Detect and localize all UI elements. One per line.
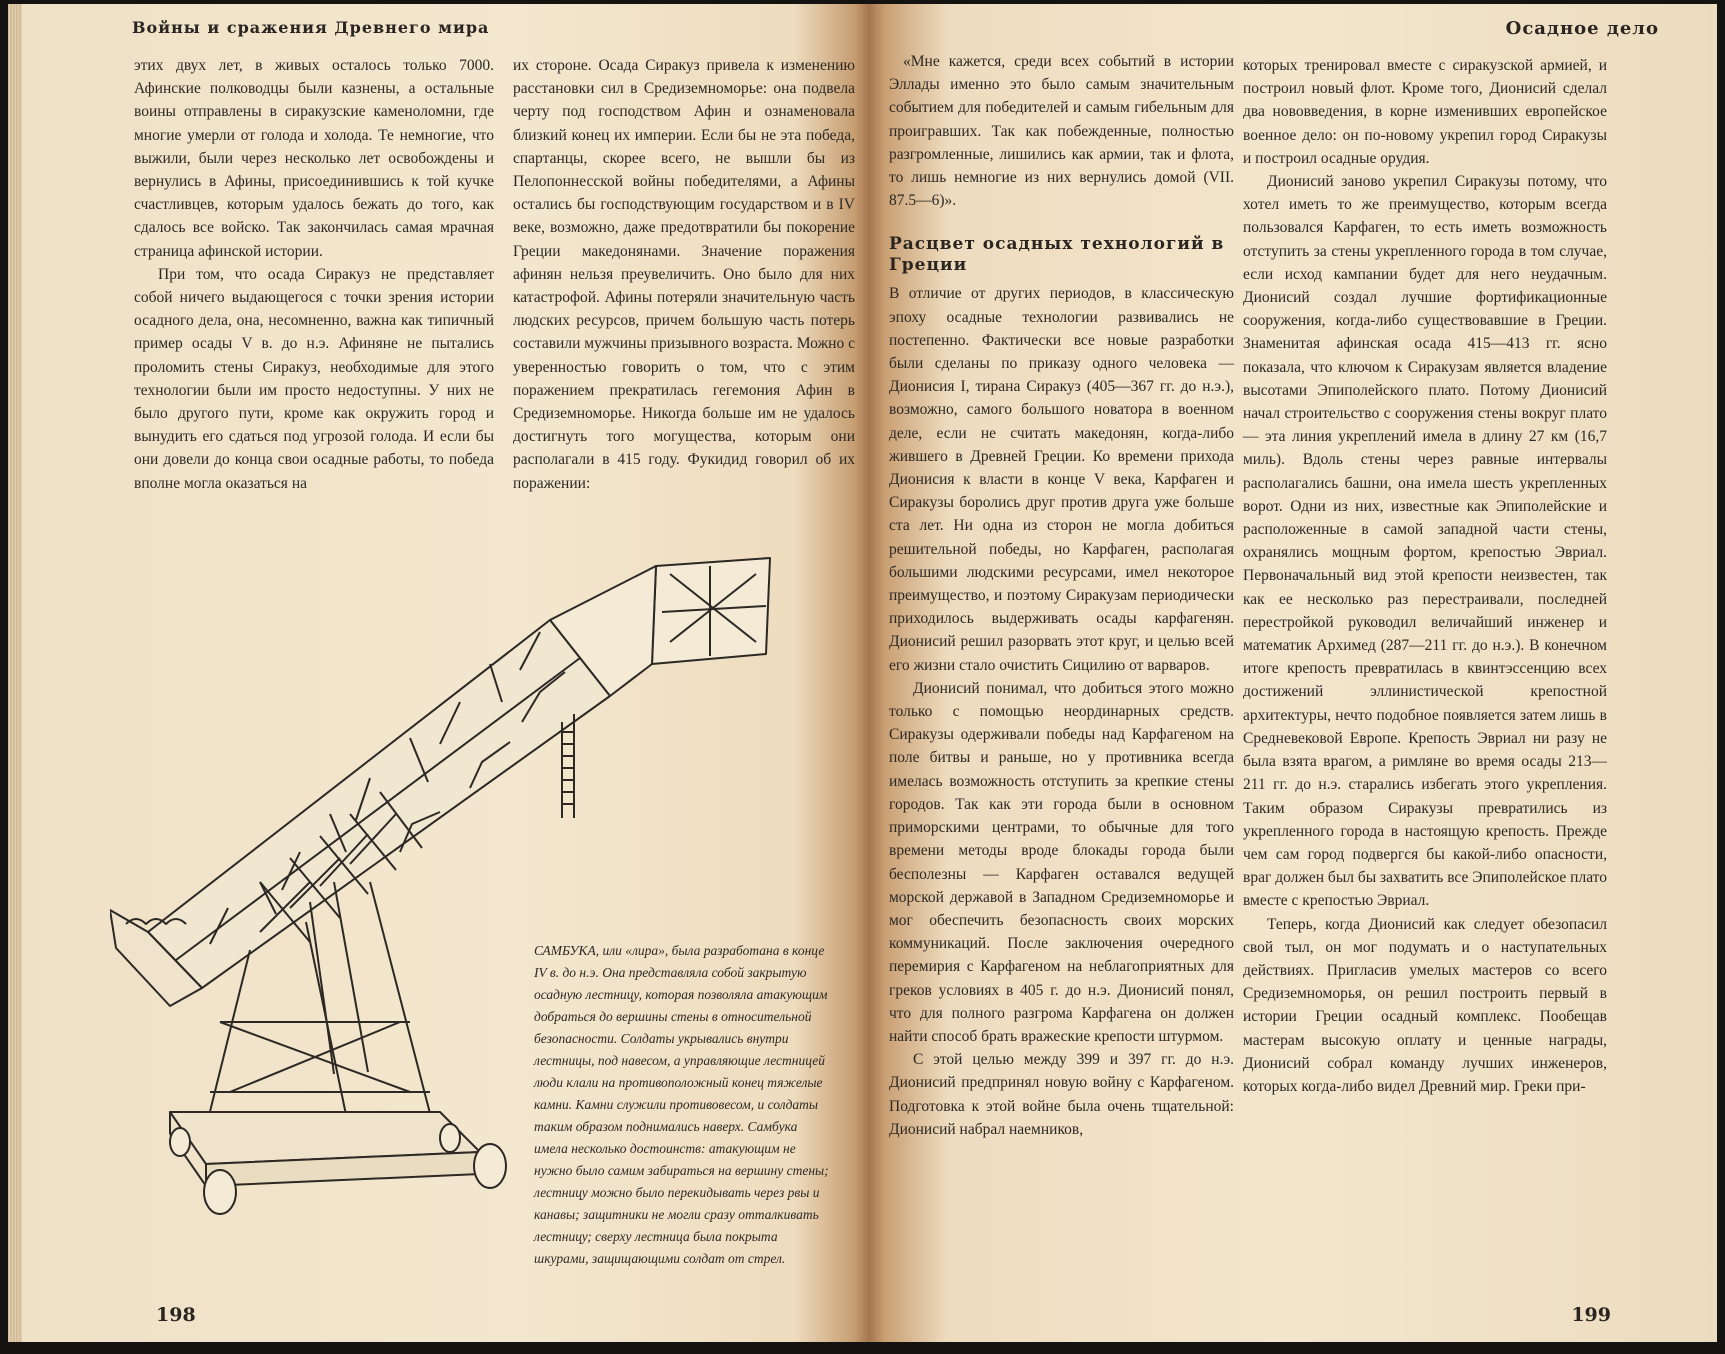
paragraph: которых тренировал вместе с сиракузской армией, и построил новый флот. Кроме того, Дионисий сделал два нововведения, в корне изменивших европейское военное дело: он по-новому укрепил город Сиракузы и построил осадные орудия.	[1243, 57, 1607, 167]
paragraph: их стороне. Осада Сиракуз привела к изменению расстановки сил в Средиземноморье: она подвела черту под господством Афин и ознаменовала близкий конец их империи. Если бы не эта победа, спартанцы, скорее всего, не вышли бы из Пелопоннесской войны победителями, а Афины остались бы господствующим государством и в IV веке, возможно, даже предотвратили бы покорение Греции македонянами. Значение поражения афинян нельзя преувеличить. Оно было для них катастрофой. Афины потеряли значительную часть людских ресурсов, причем большую часть потерь составили мужчины призывного возраста. Можно с уверенностью говорить о том, что с этим поражением прекратилась гегемония Афин в Средиземноморье. Никогда больше им не удалось достигнуть того могущества, которым они располагали в 415 году. Фукидид говорил об их поражении:	[513, 57, 855, 492]
paragraph: В отличие от других периодов, в классическую эпоху осадные технологии развивались не постепенно. Фактически все новые разработки были сделаны по приказу одного человека — Дионисия I, тирана Сиракуз (405—367 гг. до н.э.), возможно, самого большого новатора в военном деле, если не считать македонян, когда-либо жившего в Древней Греции. Ко времени прихода Дионисия к власти в конце V века, Карфаген и Сиракузы боролись друг против друга уже больше ста лет. Ни одна из сторон не могла добиться решительной победы, но Карфаген, располагая большими людскими ресурсами, имел некоторое преимущество, и поэтому Сиракузам периодически приходилось выдерживать осады карфагенян. Дионисий решил разорвать этот круг, и целью всей его жизни стало очистить Сицилию от варваров.	[889, 285, 1234, 674]
paragraph: Теперь, когда Дионисий как следует обезопасил свой тыл, он мог подумать и о наступательных действиях. Пригласив умелых мастеров со всего Средиземноморья, он решил построить первый в истории Греции осадный комплекс. Пообещав мастерам высокую оплату и ценные награды, Дионисий собрал команду лучших инженеров, которых когда-либо видел Древний мир. Греки при-	[1243, 915, 1607, 1095]
running-head-left: Войны и сражения Древнего мира	[132, 18, 490, 37]
section-title: Расцвет осадных технологий в Греции	[889, 234, 1225, 276]
left-column-2	[513, 54, 855, 495]
paragraph: При том, что осада Сиракуз не представляет собой ничего выдающегося с точки зрения истории осадного дела, она, несомненно, важна как типичный пример осады V в. до н.э. Афиняне не пытались проломить стены Сиракуз, необходимые для этого технологии были им просто недоступны. У них не было другого пути, кроме как окружить город и вынудить его сдаться под угрозой голода. И если бы они довели до конца свои осадные работы, то победа вполне могла оказаться на	[134, 265, 494, 492]
paragraph: Дионисий заново укрепил Сиракузы потому, что хотел иметь то же преимущество, которым всегда пользовался Карфаген, то есть иметь возможность отступить за стены укрепленного города в том случае, если исход кампании будет для него неудачным. Дионисий создал лучшие фортификационные сооружения, когда-либо существовавшие в Греции. Знаменитая афинская осада 415—413 гг. ясно показала, что ключом к Сиракузам является владение высотами Эпиполейского плато. Потому Дионисий начал строительство с сооружения стены вокруг плато — эта линия укреплений имела в длину 27 км (16,7 миль). Вдоль стены через равные интервалы располагались башни, она имела шесть укрепленных ворот. Одни из них, известные как Эпиполейские и расположенные в самой западной части стены, охранялись мощным фортом, крепостью Эвриал. Первоначальный вид этой крепости неизвестен, так как ее несколько раз перестраивали, последней перестройкой руководил величайший инженер и математик Архимед (287—211 гг. до н.э.). В конечном итоге крепость превратилась в квинтэссенцию всех достижений эллинистической крепостной архитектуры, нечто подобное появляется затем лишь в Средневековой Европе. Крепость Эвриал ни разу не была взята врагом, а римляне во время осады 213—211 гг. до н.э. старались избегать этого укрепления. Таким образом Сиракузы превратились из укрепленного города в настоящую крепость. Прежде чем сам город подвергся бы какой-либо опасности, враг должен был бы захватить все Эпиполейское плато вместе с крепостью Эвриал.	[1243, 173, 1607, 910]
page-number-left: 198	[156, 1304, 196, 1326]
paragraph: Дионисий понимал, что добиться этого можно только с помощью неординарных средств. Сиракузы одерживали победы над Карфагеном на поле битвы и раньше, но у противника всегда имелась возможность отступить за крепкие стены городов. Так как эти города были в основном приморскими центрами, то обычные для того времени методы вроде блокады города были бесполезны — Карфаген оставался ведущей морской державой в Западном Средиземноморье и мог обеспечить безопасность своих морских коммуникаций. После заключения очередного перемирия с Карфагеном на неблагоприятных для греков условиях в 405 г. до н.э. Дионисий понял, что для полного разгрома Карфагена он должен найти способ брать вражеские крепости штурмом.	[889, 679, 1234, 1045]
left-column-1	[134, 54, 494, 495]
paragraph: этих двух лет, в живых осталось только 7000. Афинские полководцы были казнены, а остальные воины отправлены в сиракузские каменоломни, где многие умерли от голода и холода. Те немногие, что выжили, были через несколько лет освобождены и вернулись в Афины, присоединившись к той кучке счастливцев, которым удалось бежать до того, как сдалось все войско. Так закончилась самая мрачная страница афинской истории.	[134, 57, 494, 260]
right-page	[873, 4, 1717, 1342]
figure-caption: САМБУКА, или «лира», была разработана в конце IV в. до н.э. Она представляла собой закрытую осадную лестницу, которая позволяла атакующим добраться до вершины стены в относительной безопасности. Солдаты укрывались внутри лестницы, под навесом, а управляющие лестницей люди клали на противоположный конец тяжелые камни. Камни служили противовесом, и солдаты таким образом поднимались наверх. Самбука имела несколько достоинств: атакующим не нужно было самим забираться на вершину стены; лестницу можно было перекидывать через рвы и канавы; защитники не могли сразу отталкивать лестницу; сверху лестница была покрыта шкурами, защищающими солдат от стрел.	[534, 943, 829, 1266]
right-column-2	[1243, 54, 1607, 1098]
book-spread	[8, 4, 1717, 1342]
right-column-1	[889, 50, 1234, 1141]
paragraph: С этой целью между 399 и 397 гг. до н.э. Дионисий предпринял новую войну с Карфагеном. Подготовка к этой войне была очень тщательной: Дионисий набрал наемников,	[889, 1051, 1234, 1138]
running-head-right: Осадное дело	[1505, 18, 1659, 39]
page-number-right: 199	[1571, 1304, 1611, 1326]
quotation: «Мне кажется, среди всех событий в истории Эллады именно это было самым значительным событием для победителей и самым гибельным для проигравших. Так как побежденные, полностью разгромленные, лишились как армии, так и флота, то лишь немногие из них вернулись домой (VII. 87.5—6)».	[889, 53, 1234, 210]
left-page	[8, 4, 873, 1342]
